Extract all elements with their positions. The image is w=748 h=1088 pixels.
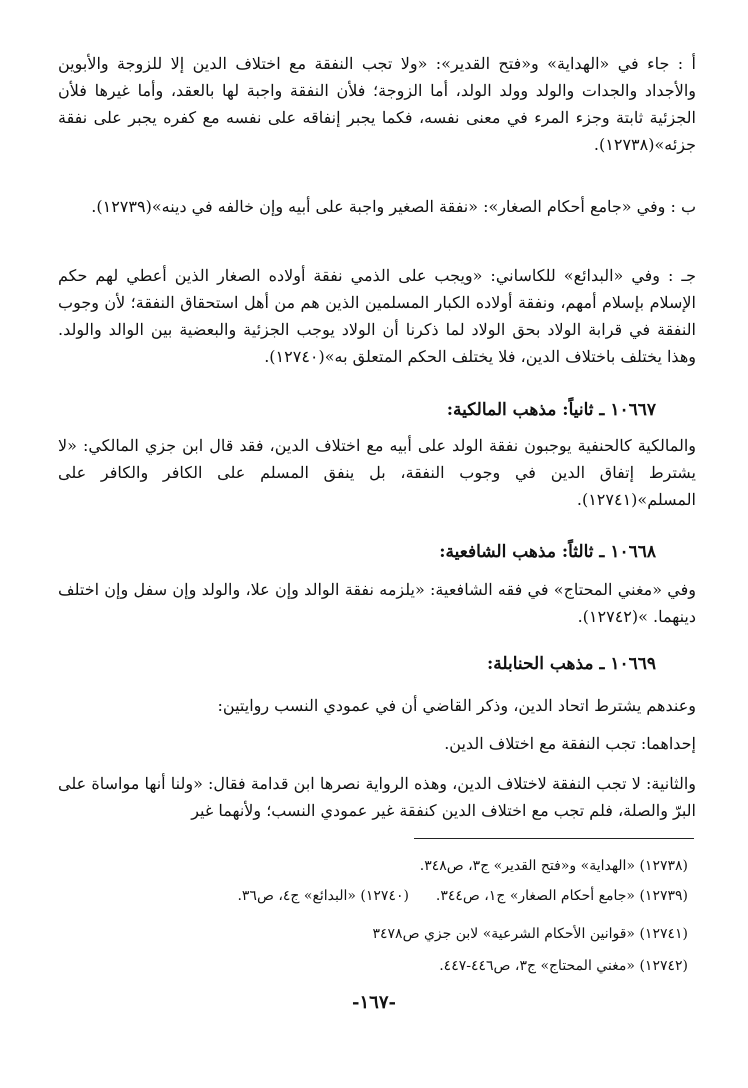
footnote-12738: (١٢٧٣٨) «الهداية» و«فتح القدير» ج٣، ص٣٤٨.	[419, 858, 688, 874]
footnote-12742: (١٢٧٤٢) «مغني المحتاج» ج٣، ص٤٤٦-٤٤٧.	[439, 958, 688, 974]
footnote-12740: (١٢٧٤٠) «البدائع» ج٤، ص٣٦.	[237, 888, 409, 904]
footnote-12741: (١٢٧٤١) «قوانين الأحكام الشرعية» لابن جزي ص٣٤٧٨	[372, 926, 688, 942]
heading-maliki: ١٠٦٦٧ ـ ثانياً: مذهب المالكية:	[446, 400, 656, 420]
heading-hanbali: ١٠٦٦٩ ـ مذهب الحنابلة:	[486, 654, 656, 674]
paragraph-hidaya: أ : جاء في «الهداية» و«فتح القدير»: «ولا تجب النفقة مع اختلاف الدين إلا للزوجة والأبوين والأجداد والجدات والولد وولد الولد، أما الزوجة؛ فلأن النفقة واجبة لها بالعقد، وأما غيرها فلأن الجزئية ثابتة وجزء المرء في معنى نفسه، فكما يجبر إنفاقه على نفسه مع كفره يجبر على نفقة جزئه»(١٢٧٣٨).	[58, 54, 696, 154]
paragraph-hanbali-intro: وعندهم يشترط اتحاد الدين، وذكر القاضي أن في عمودي النسب روايتين:	[217, 696, 696, 715]
paragraph-shafii: وفي «مغني المحتاج» في فقه الشافعية: «يلزمه نفقة الوالد وإن علا، والولد وإن سفل وإن اختلف دينهما. »(١٢٧٤٢).	[58, 580, 696, 626]
paragraph-second-narration: والثانية: لا تجب النفقة لاختلاف الدين، وهذه الرواية نصرها ابن قدامة فقال: «ولنا أنها مواساة على البرّ والصلة، فلم تجب مع اختلاف الدين كنفقة غير عمودي النسب؛ ولأنهما غير	[58, 774, 696, 820]
footnote-separator	[414, 838, 694, 839]
page-number: -١٦٧-	[352, 992, 396, 1013]
footnote-12739-12740	[40, 886, 688, 906]
paragraph-jami-ahkam: ب : وفي «جامع أحكام الصغار»: «نفقة الصغير واجبة على أبيه وإن خالفه في دينه»(١٢٧٣٩).	[91, 197, 696, 216]
paragraph-first-narration: إحداهما: تجب النفقة مع اختلاف الدين.	[444, 734, 696, 753]
heading-shafii: ١٠٦٦٨ ـ ثالثاً: مذهب الشافعية:	[439, 542, 656, 562]
paragraph-badai: جـ : وفي «البدائع» للكاساني: «ويجب على الذمي نفقة أولاده الصغار الذين أعطي لهم حكم الإسلام بإسلام أمهم، ونفقة أولاده الكبار المسلمين الذين هم من أهل استحقاق النفقة؛ لأن وجوب النفقة في قرابة الولاد بحق الولاد لما ذكرنا أن الولاد يوجب الجزئية والبعضية بين الوالد والولد. وهذا يختلف باختلاف الدين، فلا يختلف الحكم المتعلق به»(١٢٧٤٠).	[58, 266, 696, 366]
footnote-12739: (١٢٧٣٩) «جامع أحكام الصغار» ج١، ص٣٤٤.	[435, 888, 688, 904]
paragraph-maliki: والمالكية كالحنفية يوجبون نفقة الولد على أبيه مع اختلاف الدين، فقد قال ابن جزي المالكي: «لا يشترط إتفاق الدين في وجوب النفقة، بل ينفق المسلم على الكافر والكافر على المسلم»(١٢٧٤١).	[58, 436, 696, 509]
